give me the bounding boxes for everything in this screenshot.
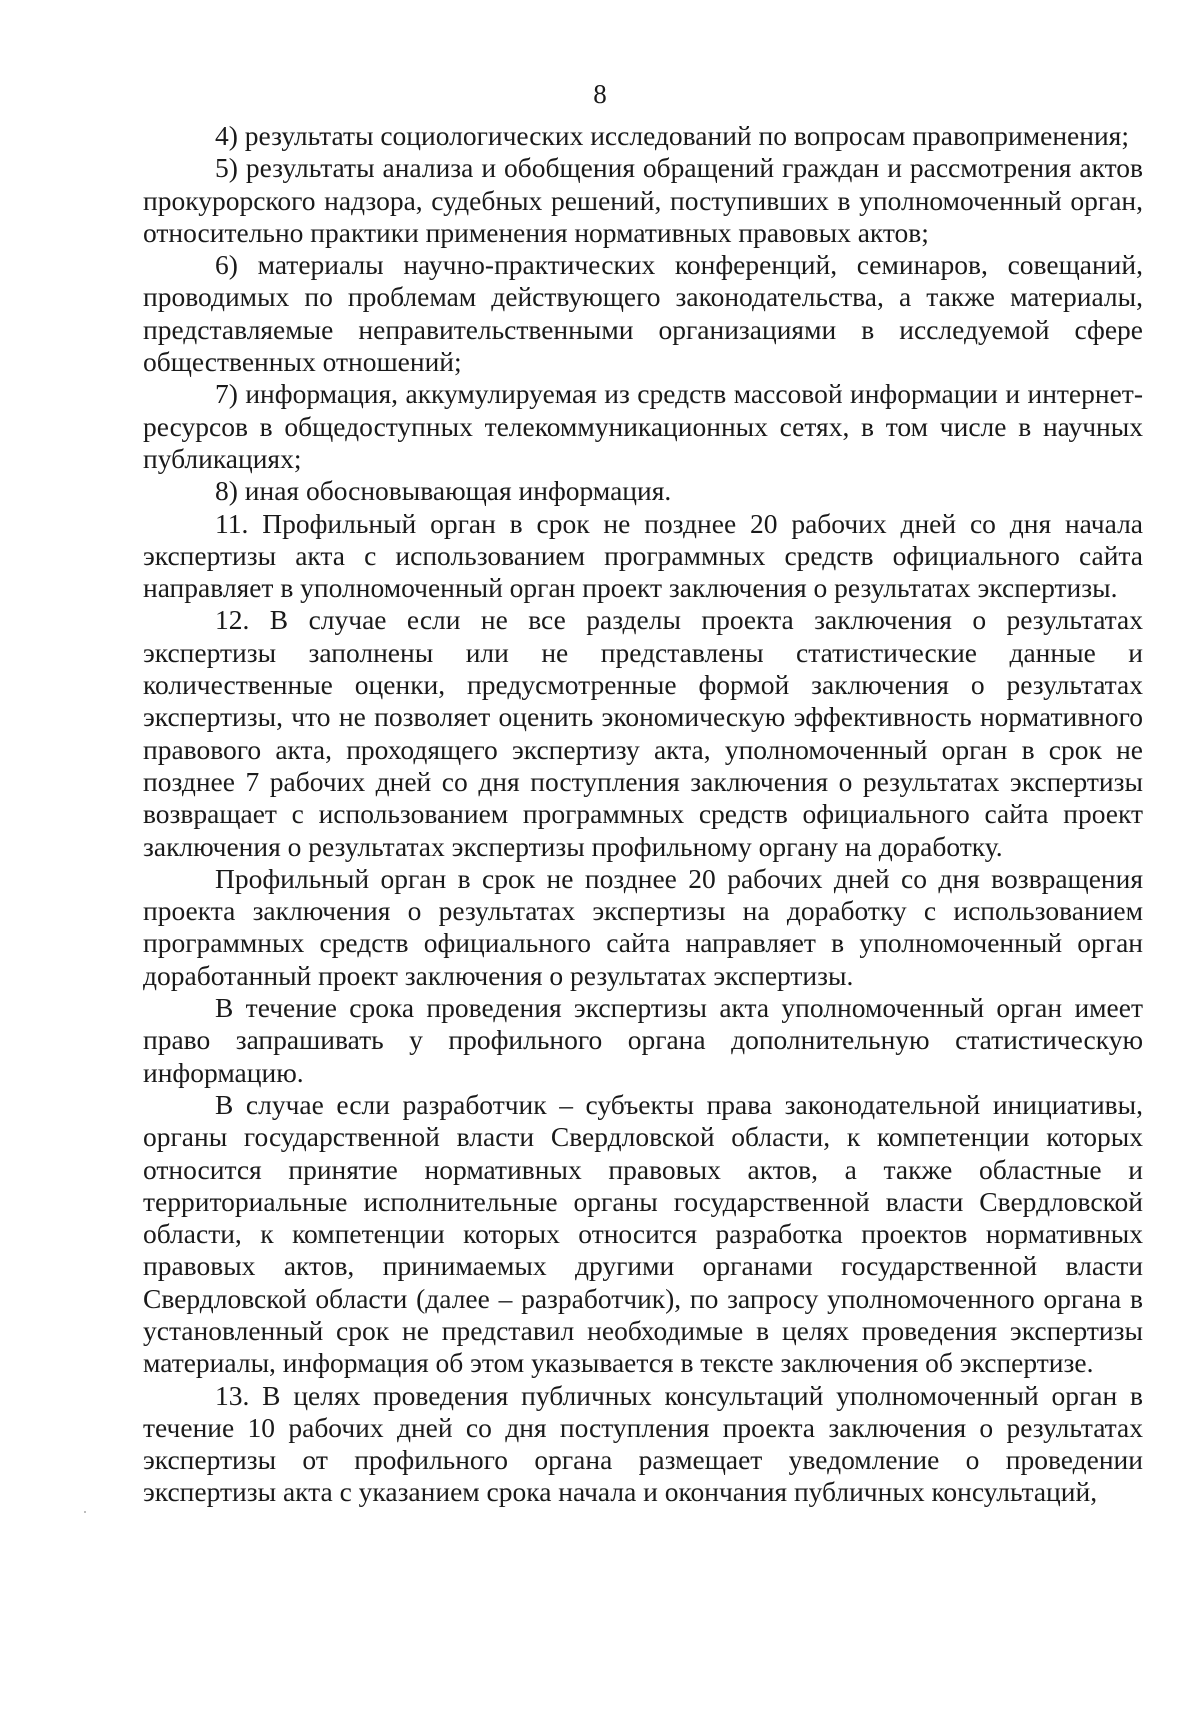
paragraph-clause-11: 11. Профильный орган в срок не позднее 20 рабочих дней со дня начала экспертизы акта с использованием программных средств официального сайта направляет в уполномоченный орган проект заключения о результатах экспертизы. (143, 507, 1143, 604)
paragraph-item-5: 5) результаты анализа и обобщения обращений граждан и рассмотрения актов прокурорского надзора, судебных решений, поступивших в уполномоченный орган, относительно практики применения нормативных правовых актов; (143, 152, 1143, 248)
paragraph-clause-12-developer: В случае если разработчик – субъекты права законодательной инициативы, органы государственной власти Свердловской области, к компетенции которых относится принятие нормативных правовых актов, а также областные и территориальные исполнительные органы государственной власти Свердловской области, к компетенции которых относится разработка проектов нормативных правовых актов, принимаемых другими органами государственной власти Свердловской области (далее – разработчик), по запросу уполномоченного органа в установленный срок не представил необходимые в целях проведения экспертизы материалы, информация об этом указывается в тексте заключения об экспертизе. (143, 1088, 1143, 1379)
page-number: 8 (593, 79, 607, 109)
paragraph-clause-12: 12. В случае если не все разделы проекта заключения о результатах экспертизы заполнены или не представлены статистические данные и количественные оценки, предусмотренные формой заключения о результатах экспертизы, что не позволяет оценить экономическую эффективность нормативного правового акта, проходящего экспертизу акта, уполномоченный орган в срок не позднее 7 рабочих дней со дня поступления заключения о результатах экспертизы возвращает с использованием программных средств официального сайта проект заключения о результатах экспертизы профильному органу на доработку. (143, 604, 1143, 862)
paragraph-item-4: 4) результаты социологических исследований по вопросам правоприменения; (215, 120, 1129, 151)
paragraph-item-6: 6) материалы научно-практических конференций, семинаров, совещаний, проводимых по проблемам действующего законодательства, а также материалы, представляемые неправительственными организациями в исследуемой сфере общественных отношений; (143, 249, 1143, 378)
paragraph-clause-12-revision: Профильный орган в срок не позднее 20 рабочих дней со дня возвращения проекта заключения о результатах экспертизы на доработку с использованием программных средств официального сайта направляет в уполномоченный орган доработанный проект заключения о результатах экспертизы. (143, 862, 1143, 991)
document-body (143, 120, 1143, 1509)
scan-speck (84, 1511, 86, 1513)
paragraph-clause-13: 13. В целях проведения публичных консультаций уполномоченный орган в течение 10 рабочих дней со дня поступления проекта заключения о результатах экспертизы от профильного органа размещает уведомление о проведении экспертизы акта с указанием срока начала и окончания публичных консультаций, (143, 1379, 1143, 1508)
paragraph-item-8: 8) иная обосновывающая информация. (215, 475, 672, 507)
paragraph-clause-12-request: В течение срока проведения экспертизы акта уполномоченный орган имеет право запрашивать у профильного органа дополнительную статистическую информацию. (143, 992, 1143, 1088)
paragraph-item-7: 7) информация, аккумулируемая из средств массовой информации и интернет-ресурсов в общедоступных телекоммуникационных сетях, в том числе в научных публикациях; (143, 378, 1143, 474)
